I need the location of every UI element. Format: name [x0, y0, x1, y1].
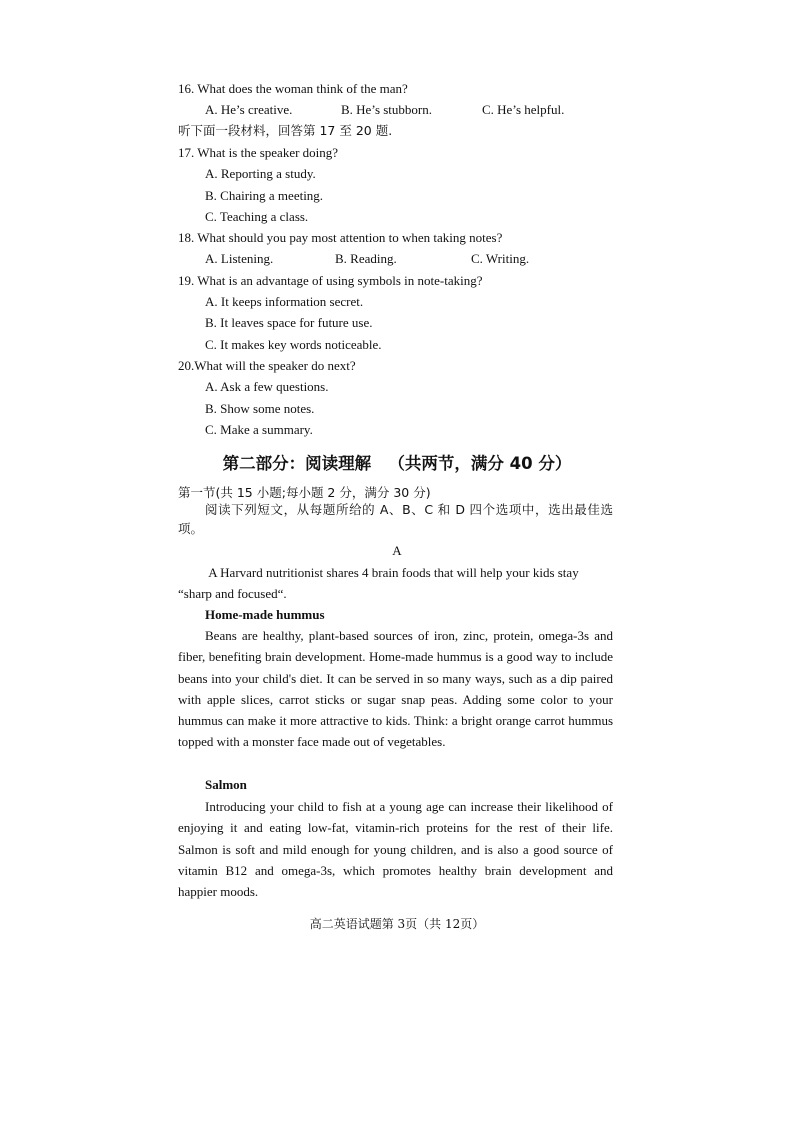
question-17-stem: 17. What is the speaker doing?	[178, 145, 339, 160]
passage-intro: A Harvard nutritionist shares 4 brain foods that will help your kids stay “sharp and focused“.	[178, 565, 582, 602]
question-19-option-c: C. It makes key words noticeable.	[205, 337, 382, 352]
option-b: B. He’s stubborn.	[341, 102, 432, 117]
question-18-stem: 18. What should you pay most attention to when taking notes?	[178, 230, 503, 245]
section-one-title: 第一节(共 15 小题;每小题 2 分，满分 30 分)	[178, 485, 431, 500]
question-17-option-b: B. Chairing a meeting.	[205, 188, 324, 203]
heading-salmon: Salmon	[205, 777, 247, 792]
question-20-option-b: B. Show some notes.	[205, 401, 315, 416]
question-16-options	[205, 99, 564, 120]
question-17-option-a: A. Reporting a study.	[205, 166, 316, 181]
option-a: A. Listening.	[205, 251, 274, 266]
question-20-stem: 20.What will the speaker do next?	[178, 358, 356, 373]
question-18-options	[205, 248, 529, 269]
listening-instruction: 听下面一段材料，回答第 17 至 20 题.	[178, 123, 393, 138]
option-c: C. He’s helpful.	[482, 102, 565, 117]
heading-hummus: Home-made hummus	[205, 607, 325, 622]
question-16-stem: 16. What does the woman think of the man?	[178, 81, 408, 96]
option-b: B. Reading.	[335, 251, 397, 266]
option-c: C. Writing.	[471, 251, 530, 266]
paragraph-salmon: Introducing your child to fish at a young age can increase their likelihood of enjoying it and eating low-fat, vitamin-rich proteins for the rest of their life. Salmon is soft and mild enough for young children, and is also a good source of vitamin B12 and omega-3s, which promotes healthy brain development and happier moods.	[178, 799, 613, 900]
page-footer: 高二英语试题第 3页（共 12页）	[309, 917, 485, 931]
paragraph-hummus: Beans are healthy, plant-based sources of iron, zinc, protein, omega-3s and fiber, benefiting brain development. Home-made hummus is a good way to include beans into your child's diet. It can be served in so many ways, such as a dip paired with apple slices, carrot sticks or sugar snap peas. Adding some color to your hummus can make it more attractive to kids. Think: a bright orange carrot hummus topped with a monster face made out of vegetables.	[178, 628, 613, 750]
question-19-option-b: B. It leaves space for future use.	[205, 315, 373, 330]
option-a: A. He’s creative.	[205, 102, 293, 117]
question-19-option-a: A. It keeps information secret.	[205, 294, 364, 309]
question-20-option-c: C. Make a summary.	[205, 422, 313, 437]
question-20-option-a: A. Ask a few questions.	[205, 379, 329, 394]
reading-directions: 阅读下列短文，从每题所给的 A、B、C 和 D 四个选项中，选出最佳选项。	[178, 502, 613, 536]
part-two-title: 第二部分：阅读理解 （共两节，满分 40 分）	[222, 454, 572, 473]
question-17-option-c: C. Teaching a class.	[205, 209, 309, 224]
question-19-stem: 19. What is an advantage of using symbols in note-taking?	[178, 273, 483, 288]
passage-label: A	[392, 543, 402, 558]
